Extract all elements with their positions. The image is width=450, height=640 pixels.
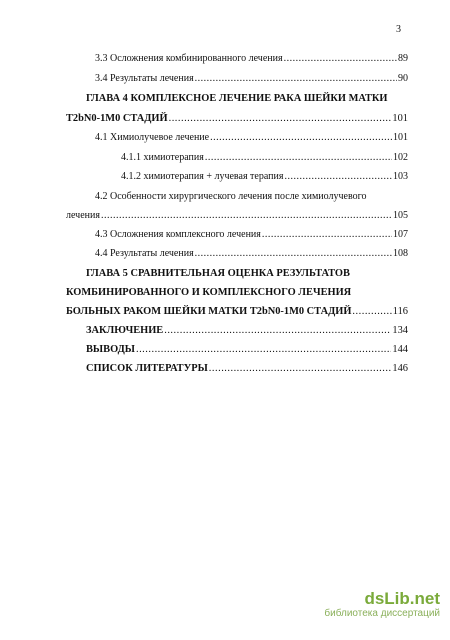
- toc-entry-title: БОЛЬНЫХ РАКОМ ШЕЙКИ МАТКИ T2bN0-1M0 СТАДИЙ: [66, 306, 352, 317]
- dot-leader: [284, 53, 397, 65]
- toc-entry-page: 89: [398, 53, 408, 64]
- watermark-brand: dsLib.net: [364, 589, 440, 608]
- toc-chapter-5-title-line2[interactable]: КОМБИНИРОВАННОГО И КОМПЛЕКСНОГО ЛЕЧЕНИЯ: [66, 287, 352, 298]
- toc-entry-chapter-4[interactable]: [66, 113, 408, 125]
- toc-entry-title: 4.1.1 химиотерапия: [121, 152, 204, 163]
- toc-entry-title: СПИСОК ЛИТЕРАТУРЫ: [86, 363, 208, 374]
- toc-entry-chapter-5[interactable]: [66, 306, 408, 318]
- toc-entry-title: 4.1.2 химиотерапия + лучевая терапия: [121, 171, 284, 182]
- toc-entry-title: T2bN0-1M0 СТАДИЙ: [66, 113, 168, 124]
- toc-entry-page: 90: [398, 73, 408, 84]
- toc-entry-page: 144: [392, 344, 408, 355]
- dot-leader: [195, 73, 397, 85]
- toc-entry-title: 3.3 Осложнения комбинированного лечения: [95, 53, 283, 64]
- dot-leader: [210, 132, 392, 144]
- toc-chapter-5-title[interactable]: ГЛАВА 5 СРАВНИТЕЛЬНАЯ ОЦЕНКА РЕЗУЛЬТАТОВ: [86, 268, 350, 279]
- toc-entry-title: лечения: [66, 210, 100, 221]
- toc-entry-references[interactable]: [86, 363, 408, 375]
- toc-entry-page: 102: [393, 152, 408, 163]
- toc-chapter-4-title[interactable]: ГЛАВА 4 КОМПЛЕКСНОЕ ЛЕЧЕНИЕ РАКА ШЕЙКИ МАТКИ: [86, 93, 388, 104]
- toc-entry-4-1[interactable]: [95, 132, 408, 144]
- toc-entry-page: 101: [392, 113, 408, 124]
- toc-entry-4-3[interactable]: [95, 229, 408, 241]
- toc-entry-conclusion[interactable]: [86, 325, 408, 337]
- toc-entry-findings[interactable]: [86, 344, 408, 356]
- toc-entry-title: 4.3 Осложнения комплексного лечения: [95, 229, 261, 240]
- dot-leader: [101, 210, 392, 222]
- dot-leader: [136, 344, 391, 356]
- toc-entry-page: 116: [392, 306, 408, 317]
- toc-entry-4-2[interactable]: [66, 210, 408, 222]
- toc-entry-4-4[interactable]: [95, 248, 408, 260]
- toc-entry-4-1-2[interactable]: [121, 171, 408, 183]
- toc-entry-page: 108: [393, 248, 408, 259]
- toc-entry-title: ВЫВОДЫ: [86, 344, 135, 355]
- toc-entry-title: ЗАКЛЮЧЕНИЕ: [86, 325, 164, 336]
- page-number: 3: [396, 24, 401, 35]
- toc-entry-page: 103: [393, 171, 408, 182]
- toc-entry-4-1-1[interactable]: [121, 152, 408, 164]
- toc-entry-page: 146: [392, 363, 408, 374]
- dot-leader: [262, 229, 392, 241]
- watermark-subtitle: библиотека диссертаций: [324, 608, 440, 619]
- toc-entry-title: 4.1 Химиолучевое лечение: [95, 132, 210, 143]
- toc-entry-3-3[interactable]: [95, 53, 408, 65]
- dslib-watermark: [290, 590, 440, 620]
- toc-entry-title: 3.4 Результаты лечения: [95, 73, 194, 84]
- dot-leader: [209, 363, 392, 375]
- toc-entry-page: 101: [393, 132, 408, 143]
- dot-leader: [284, 171, 392, 183]
- toc-entry-4-2-line1[interactable]: 4.2 Особенности хирургического лечения после химиолучевого: [95, 191, 367, 202]
- dot-leader: [205, 152, 392, 164]
- toc-entry-title: 4.4 Результаты лечения: [95, 248, 194, 259]
- toc-entry-page: 134: [392, 325, 408, 336]
- dot-leader: [352, 306, 391, 318]
- dot-leader: [169, 113, 392, 125]
- dot-leader: [164, 325, 391, 337]
- toc-entry-page: 105: [393, 210, 408, 221]
- toc-entry-page: 107: [393, 229, 408, 240]
- dot-leader: [195, 248, 392, 260]
- toc-entry-3-4[interactable]: [95, 73, 408, 85]
